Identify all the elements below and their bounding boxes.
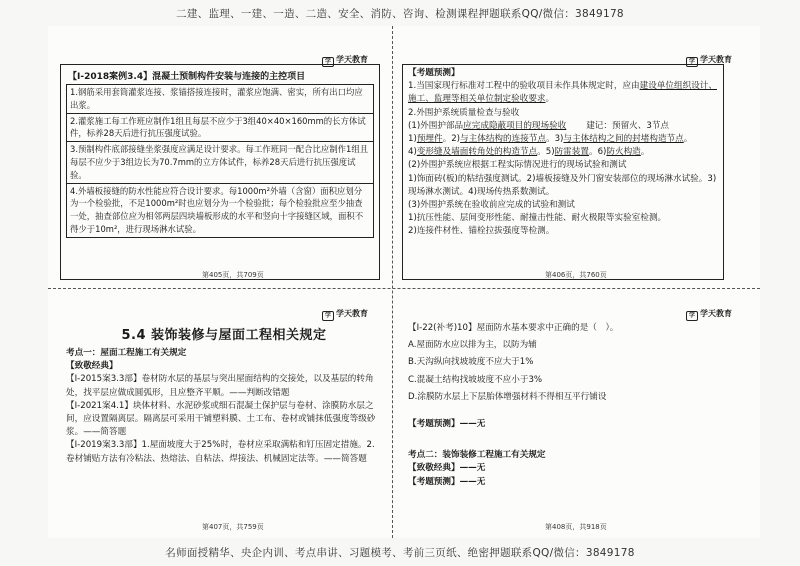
table-row [67,183,374,237]
brand-logo: 学 学天教育 [686,308,732,321]
panel-top-right [408,67,720,267]
page-number: 第406页，共760页 [545,271,607,279]
paragraph: 1.当国家现行标准对工程中的验收项目未作具体规定时，应由建设单位组织设计、施工、监理等相关单位制定验收要求。 [408,81,717,105]
table-cell: 3.预制构件底部接缝坐浆强度应满足设计要求。每工作班同一配合比应制作1组且每层不应少于3组边长为70.7mm的立方体试件，标养28天后进行抗压强度试验。 [67,142,374,183]
option-c: C.混凝土结构找坡坡度不应小于3% [408,374,543,385]
paragraph: 1)抗压性能、层间变形性能、耐撞击性能、耐火极限等实验室检测。 [408,213,667,224]
paragraph: 2.外围护系统质量检查与验收 [408,107,520,118]
page-number: 第405页，共709页 [202,271,264,279]
paragraph: (1)外围护部品应完成隐蔽项目的现场验收 建记：预留火、3节点 [408,120,670,131]
horizontal-divider [48,288,760,289]
paragraph: 4)变形缝及墙面转角处的构造节点。5)防雷装置。6)防火构造。 [408,147,650,158]
question: 【Ⅰ-22(补考)10】屋面防水基本要求中正确的是（ ）。 [408,323,619,333]
section-title: 5.4 装饰装修与屋面工程相关规定 [121,328,327,343]
header-banner: 二建、监理、一建、一造、二造、安全、消防、咨询、检测课程押题联系QQ/微信：3849178 [176,8,624,20]
case-table [66,84,374,238]
logo-icon: 学 [322,311,334,321]
case-title: 【Ⅰ-2018案例3.4】混凝土预制构件安装与连接的主控项目 [68,72,306,82]
paragraph: 【Ⅰ-2015案3.3部】卷材防水层的基层与突出屋面结构的交接处，以及基层的转角处，找平层应做成圆弧形，且应整齐平顺。——判断改错题 [66,374,374,398]
paragraph: (2)外围护系统应根据工程实际情况进行的现场试验和测试 [408,160,627,171]
table-row [67,85,374,114]
table-cell: 4.外墙板接缝的防水性能应符合设计要求。每1000m²外墙（含窗）面积应划分为一个检验批，不足1000m²时也应划分为一个检验批；每个检验批应至少抽查一处，抽查部位应为相邻两层四块墙板形成的水平和竖向十字接缝区域，面积不得少于10m²，进行现场淋水试验。 [67,183,374,237]
logo-icon: 学 [686,311,698,321]
option-a: A.屋面防水应以排为主，以防为辅 [408,340,537,351]
page-number: 第408页，共918页 [545,523,607,531]
prediction-line: 【考题预测】——无 [408,476,486,487]
paragraph: 【Ⅰ-2019案3.3部】1.屋面坡度大于25%时，卷材应采取满粘和钉压固定措施。2.卷材铺贴方法有冷粘法、热熔法、自粘法、焊接法、机械固定法等。——简答题 [66,440,375,464]
paragraph: 1)饰面砖(板)的粘结强度测试。2)墙板接缝及外门窗安装部位的现场淋水试验。3)现场淋水测试。4)现场传热系数测试。 [408,173,717,197]
table-cell: 2.灌浆施工每工作班应制作1组且每层不应少于3组40×40×160mm的长方体试件，标养28天后进行抗压强度试验。 [67,113,374,142]
brand-logo: 学 学天教育 [686,54,732,67]
panel-bottom-right [408,322,720,518]
table-row [67,113,374,142]
paragraph: (3)外围护系统在验收前应完成的试验和测试 [408,200,575,211]
option-d: D.涂膜防水层上下层胎体增强材料不得相互平行铺设 [408,391,607,402]
brand-logo: 学 学天教育 [322,308,368,321]
page-number: 第407页，共759页 [202,523,264,531]
prediction-line: 【考题预测】——无 [408,419,486,430]
vertical-divider [392,26,393,538]
brand-logo: 学 学天教育 [322,54,368,67]
option-b: B.天沟纵向找坡坡度不应大于1% [408,357,534,368]
key-point-heading: 考点一：屋面工程施工有关规定 [66,348,187,358]
panel-top-left [66,68,374,274]
classic-heading: 【致敬经典】 [66,361,118,372]
paragraph: 2)连接件材性、锚栓拉拔强度等检测。 [408,226,555,237]
panel-bottom-left [66,318,382,516]
logo-icon: 学 [686,57,698,67]
table-row [67,142,374,183]
paragraph: 1)预埋件。2)与主体结构的连接节点。3)与主体结构之间的封堵构造节点。 [408,134,693,145]
key-point-heading: 考点二：装饰装修工程施工有关规定 [408,450,546,461]
table-cell: 1.钢筋采用套筒灌浆连接、浆锚搭接连接时，灌浆应饱满、密实，所有出口均应出浆。 [67,85,374,114]
classic-line: 【致敬经典】——无 [408,463,486,474]
paragraph: 【Ⅰ-2021案4.1】块体材料、水泥砂浆或细石混凝土保护层与卷材、涂膜防水层之间，应设置隔离层。隔离层可采用干铺塑料膜、土工布、卷材或铺抹低强度等级砂浆。——简答题 [66,400,376,438]
logo-icon: 学 [322,57,334,67]
prediction-heading: 【考题预测】 [408,68,460,78]
footer-banner: 名师面授精华、央企内训、考点串讲、习题模考、考前三页纸、绝密押题联系QQ/微信：3849178 [165,547,635,559]
